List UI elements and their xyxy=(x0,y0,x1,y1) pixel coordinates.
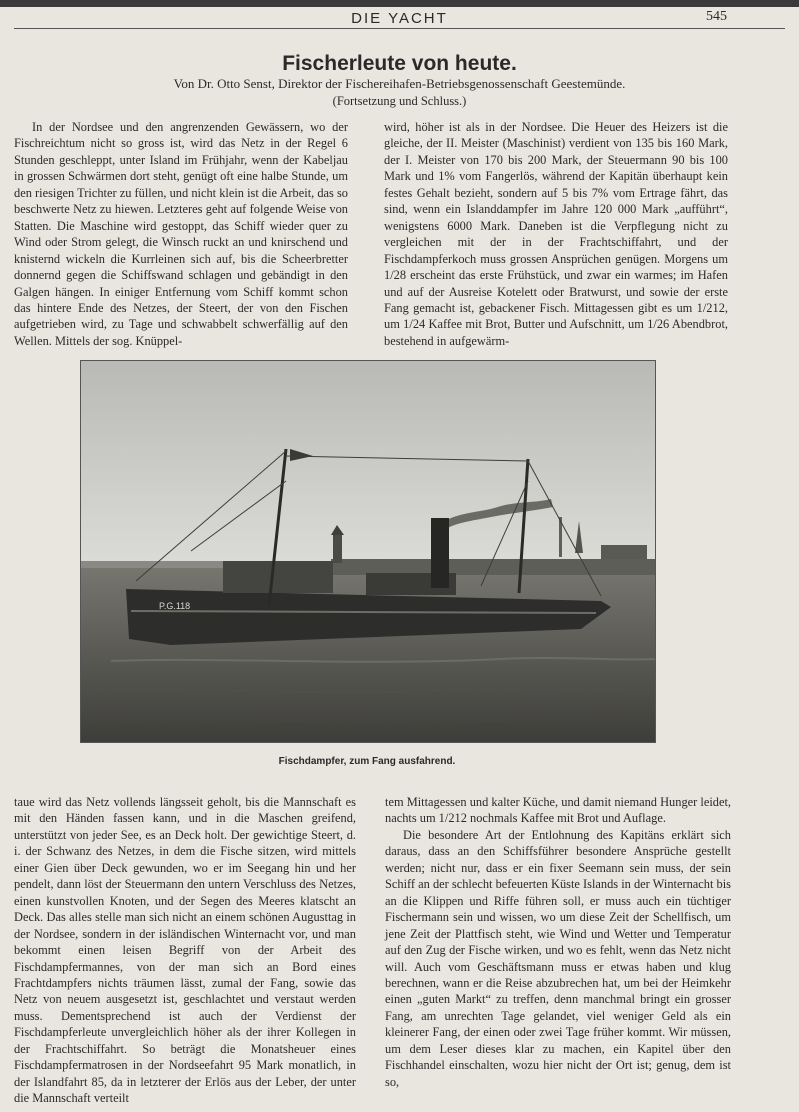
paragraph: In der Nordsee und den angrenzenden Gewässern, wo der Fischreichtum nicht so gross ist, wird das Netz in der Regel 6 Stunden geschleppt, unter Island im Frühjahr, wenn der Kabeljau in grossen Schwärmen dort steht, genügt oft eine halbe Stunde, um den riesigen Trichter zu füllen, und nicht klein ist die Arbeit, das so beschwerte Netz zu hiewen. Letzteres geht auf folgende Weise von Statten. Die Maschine wird gestoppt, das Schiff wieder quer zu Wind oder Strom gelegt, die Winsch ruckt an und knirschend und knisternd wickeln die Kurrleinen sich auf, bis die Scheerbretter donnernd gegen die Schiffswand schlagen und gebändigt in den Galgen hängen. In einiger Entfernung vom Schiff kommt schon das hintere Ende des Netzes, der Steert, der von den Fischen aufgetrieben wird, zu Tage und schwabbelt schwerfällig auf den Wellen. Mittels der sog. Knüppel- xyxy=(14,120,348,348)
ship-photograph xyxy=(80,360,656,743)
wheelhouse xyxy=(223,561,333,593)
paragraph: tem Mittagessen und kalter Küche, und damit niemand Hunger leidet, nachts um 1/212 nochmals Kaffee mit Brot und Auflage. xyxy=(385,795,731,826)
hull-marking: P.G.118 xyxy=(159,601,191,611)
page-number: 545 xyxy=(706,9,727,24)
text-column-1 xyxy=(14,119,348,348)
paragraph: taue wird das Netz vollends längsseit geholt, bis die Mannschaft es mit den Händen fassen kann, und in die Maschen greifend, unterstützt von jeder See, es an Deck holt. Der gewichtige Steert, d. i. der Schwanz des Netzes, in dem die Fische sitzen, wird mittels einer Gien über Deck gewunden, wo er im Seegang hin und her pendelt, dann löst der Steuermann den untern Verschluss des Netzes, einen kunstvollen Knoten, und der Segen des Meeres klatscht an Deck. Das alles stelle man sich nicht an einem schönen Augusttag in der Nordsee, sondern in der isländischen Winternacht vor, und man bekommt einen leisen Begriff von der Arbeit des Fischdampfermannes, von der man sich an Bord eines Frachtdampfers nichts träumen lässt, zumal der Fang, sowie das Netz von neuem ausgesetzt ist, geschlachtet und verstaut werden muss. Dementsprechend ist auch der Verdienst der Fischdampferleute unvergleichlich höher als der ihrer Kollegen in der Frachtschiffahrt. So beträgt die Monatsheuer eines Fischdampfermatrosen in der Nordseefahrt 95 Mark monatlich, in der Islandfahrt 85, da in letzterer der Erlös aus der Leber, der unter die Mannschaft verteilt xyxy=(14,795,356,1106)
text-column-4 xyxy=(385,794,731,1094)
sky xyxy=(81,361,655,571)
harbour-pier xyxy=(331,559,655,575)
text-column-2 xyxy=(384,119,728,348)
article-subtitle: (Fortsetzung und Schluss.) xyxy=(332,94,467,108)
paragraph: wird, höher ist als in der Nordsee. Die Heuer des Heizers ist die gleiche, der II. Meister (Maschinist) verdient von 135 bis 160 Mark, der I. Meister von 170 bis 200 Mark, der Steuermann 90 bis 100 Mark und 1% vom Fangerlös, während der Kapitän überhaupt kein festes Gehalt bezieht, sondern auf 5 bis 7% vom Ertrage fährt, das sind, wenn ein Islanddampfer im Jahre 120 000 Mark „aufführt“, wenigstens 6000 Mark. Daneben ist die Verpflegung nicht zu vergleichen mit der in der Frachtschiffahrt, und der Fischdampferkoch muss grossen Ansprüchen genügen. Morgens um 1/28 erscheint das erste Frühstück, und zwar ein warmes; im Hafen und auf der Ausreise Kotelett oder Bratwurst, und sowie der erste Fang gemacht ist, gebackener Fisch. Mittagessen gibt es um 1/212, um 1/24 Kaffee mit Brot, Butter und Aufschnitt, um 1/26 Abendbrot, bestehend in aufgewärm- xyxy=(384,120,728,348)
article-byline: Von Dr. Otto Senst, Direktor der Fischereihafen-Betriebsgenossenschaft Geestemünde. xyxy=(173,76,626,91)
running-title: DIE YACHT xyxy=(351,10,448,27)
header-rule xyxy=(14,28,785,29)
article-title: Fischerleute von heute. xyxy=(282,52,517,75)
paragraph: Die besondere Art der Entlohnung des Kapitäns erklärt sich daraus, dass an den Schiffsführer besondere Ansprüche gestellt werden; nicht nur, dass er ein fixer Seemann sein muss, der sein Schiff an der schlecht befeuerten Küste Islands in der Winternacht bis an die Klippen und Riffe führen soll, er muss auch ein tüchtiger Fischermann sein und wissen, wo um diese Zeit der Schellfisch, um jene Zeit der Plattfisch steht, wie Wind und Wetter und Temperatur auf den Zug der Fische wirken, und wo es fehlt, wenn das Netz nicht will. Auch vom Geschäftsmann muss er etwas haben und klug berechnen, wann er die Reise abzubrechen hat, um bei der Heimkehr einen „guten Markt“ zu treffen, denn manchmal bringt ein grosser Fang, am unrechten Tage gelandet, viel weniger Geld als ein kleinerer Fang, der einen oder zwei Tage früher kommt. Wir müssen, um dem Leser dieses klar zu machen, ein Kapitel über den Fischhandel einschalten, wozu hier nicht der Ort ist; genug, dem ist so, xyxy=(385,827,731,1089)
figure-caption: Fischdampfer, zum Fang ausfahrend. xyxy=(278,756,456,767)
top-border xyxy=(0,0,799,7)
funnel xyxy=(431,518,449,588)
lighthouse xyxy=(333,533,342,563)
town-building xyxy=(601,545,647,559)
trawler-illustration xyxy=(81,361,655,742)
text-column-3 xyxy=(14,794,356,1106)
